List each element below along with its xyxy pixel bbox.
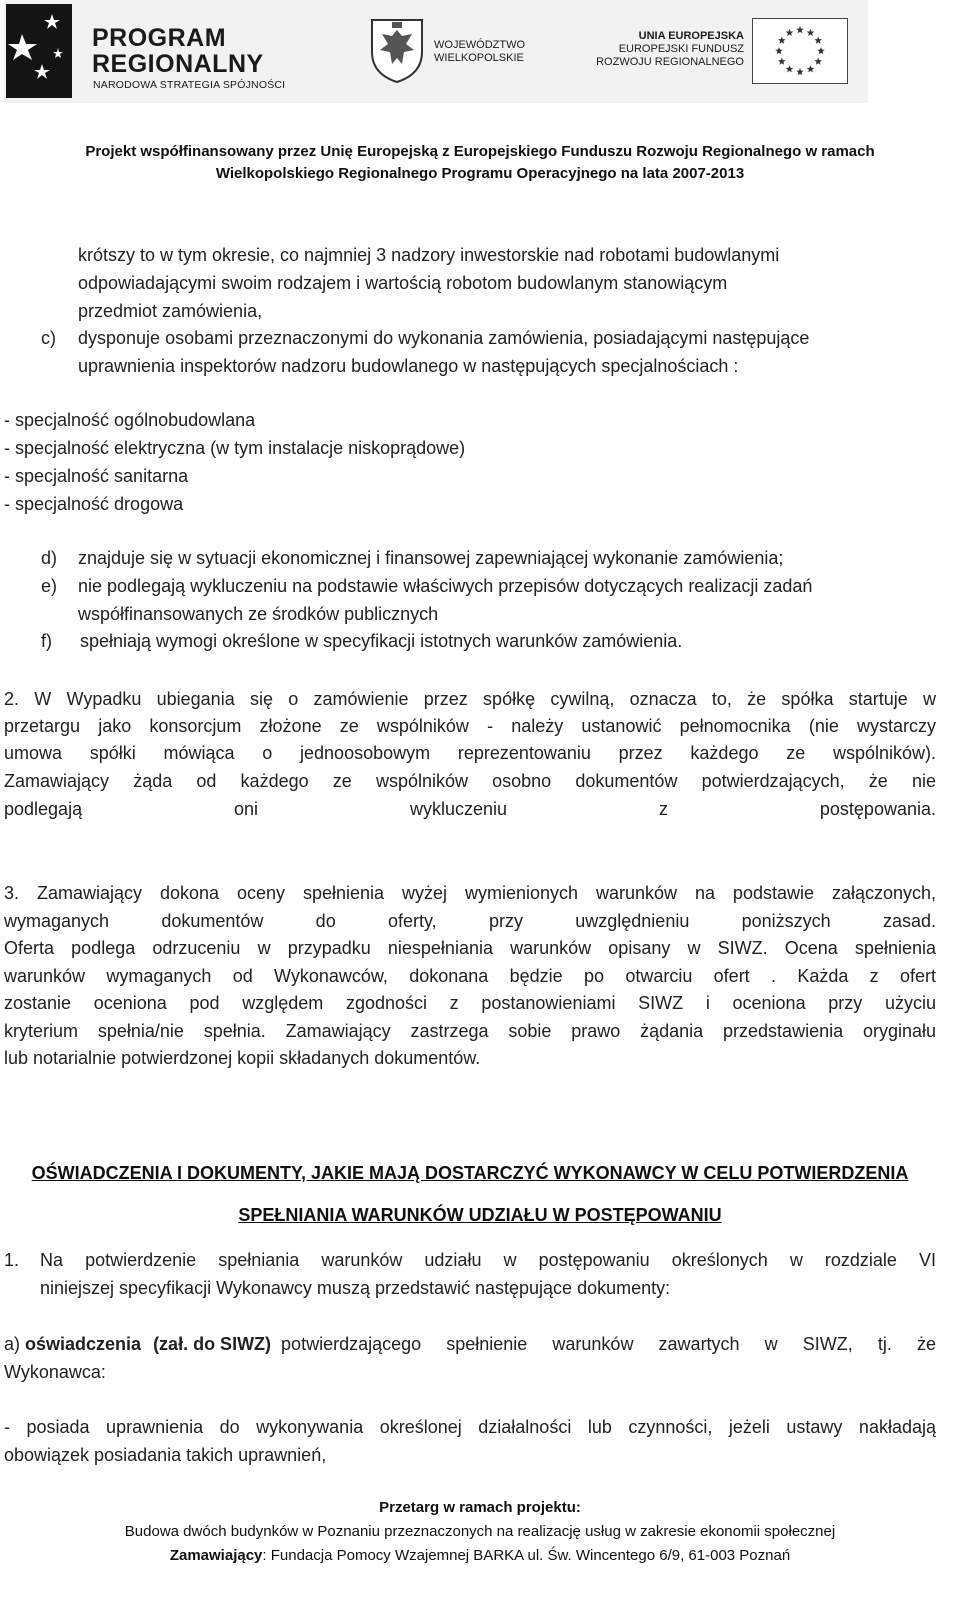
section-heading-line1: OŚWIADCZENIA I DOKUMENTY, JAKIE MAJĄ DOSTARCZYĆ WYKONAWCY W CELU POTWIERDZENIA xyxy=(31,1163,909,1183)
item-c-line1: dysponuje osobami przeznaczonymi do wykonania zamówienia, posiadającymi następujące xyxy=(78,328,810,348)
footer-ordering-party-details: : Fundacja Pomocy Wzajemnej BARKA ul. Św. Wincentego 6/9, 61-003 Poznań xyxy=(262,1547,791,1564)
item-d-marker: d) xyxy=(41,548,58,568)
item-1-marker: 1. xyxy=(4,1250,20,1270)
item-b-line1: krótszy to w tym okresie, co najmniej 3 nadzory inwestorskie nad robotami budowlanymi xyxy=(78,245,780,265)
funding-line2: Wielkopolskiego Regionalnego Programu Operacyjnego na lata 2007-2013 xyxy=(215,165,745,182)
eu-text-block xyxy=(560,30,744,69)
wojewodztwo-line2: WIELKOPOLSKIE xyxy=(434,52,524,64)
wielkopolska-eagle-crest-icon xyxy=(368,16,426,84)
item-a-rest: potwierdzającego spełnienie warunków zawartych w SIWZ, tj. że xyxy=(281,1334,936,1354)
item-a-line1 xyxy=(4,1330,936,1358)
item-1-line1: Na potwierdzenie spełniania warunków udziału w postępowaniu określonych w rozdziale VI xyxy=(40,1250,936,1270)
requirement-line1: - posiada uprawnienia do wykonywania określonej działalności lub czynności, jeżeli ustawy nakładają xyxy=(4,1417,936,1437)
requirement-line2: obowiązek posiadania takich uprawnień, xyxy=(4,1445,327,1465)
spec-item: - specjalność elektryczna (w tym instalacje niskoprądowe) xyxy=(4,438,466,458)
item-e-line1: nie podlegają wykluczeniu na podstawie właściwych przepisów dotyczących realizacji zadań xyxy=(78,576,813,596)
footer-line2: Budowa dwóch budynków w Poznaniu przeznaczonych na realizację usług w zakresie ekonomii społecznej xyxy=(124,1523,836,1540)
paragraph-2-line: przetargu jako konsorcjum złożone ze wspólników - należy ustanowić pełnomocnika (nie wystarczy xyxy=(4,716,936,736)
paragraph-2-line: 2. W Wypadku ubiegania się o zamówienie przez spółkę cywilną, oznacza to, że spółka startuje w xyxy=(4,689,936,709)
item-c-line2: uprawnienia inspektorów nadzoru budowlanego w następujących specjalnościach : xyxy=(78,356,739,376)
item-d-line1: znajduje się w sytuacji ekonomicznej i finansowej zapewniającej wykonanie zamówienia; xyxy=(78,548,784,568)
eu-flag-icon xyxy=(752,18,848,84)
spec-item: - specjalność drogowa xyxy=(4,494,184,514)
eu-fund-line2: ROZWOJU REGIONALNEGO xyxy=(596,56,744,68)
item-b-line2: odpowiadającymi swoim rodzajem i wartością robotom budowlanym stanowiącym xyxy=(78,273,728,293)
paragraph-2-line: umowa spółki mówiąca o jednoosobowym reprezentowaniu przez każdego ze wspólników). xyxy=(4,743,936,763)
paragraph-3-line: Oferta podlega odrzuceniu w przypadku niespełniania warunków opisany w SIWZ. Ocena spełnienia xyxy=(4,938,936,958)
item-a-bold-attachment: (zał. do SIWZ) xyxy=(153,1334,272,1354)
funding-line1: Projekt współfinansowany przez Unię Europejską z Europejskiego Funduszu Rozwoju Regionalnego w ramach xyxy=(85,143,875,160)
footer-line3 xyxy=(0,1547,960,1564)
paragraph-2-line: Zamawiający żąda od każdego ze wspólników osobno dokumentów potwierdzających, że nie xyxy=(4,771,936,791)
item-a-line2: Wykonawca: xyxy=(4,1362,106,1382)
item-a-bold-statement: oświadczenia xyxy=(25,1334,142,1354)
item-f-line1: spełniają wymogi określone w specyfikacji istotnych warunków zamówienia. xyxy=(80,631,683,651)
item-b-line3: przedmiot zamówienia, xyxy=(78,301,263,321)
item-e-line2: współfinansowanych ze środków publicznych xyxy=(78,604,439,624)
paragraph-3-line: 3. Zamawiający dokona oceny spełnienia wyżej wymienionych warunków na podstawie załączonych, xyxy=(4,883,936,903)
spec-item: - specjalność ogólnobudowlana xyxy=(4,410,256,430)
item-a-prefix: a) xyxy=(4,1334,26,1354)
item-1-line2: niniejszej specyfikacji Wykonawcy muszą przedstawić następujące dokumenty: xyxy=(40,1278,671,1298)
paragraph-3-line: wymaganych dokumentów do oferty, przy uwzględnieniu poniższych zasad. xyxy=(4,911,936,931)
footer-ordering-party-label: Zamawiający xyxy=(169,1547,263,1564)
eu-title: UNIA EUROPEJSKA xyxy=(638,30,744,42)
paragraph-3-line: lub notarialnie potwierdzonej kopii składanych dokumentów. xyxy=(4,1048,481,1068)
item-c-marker: c) xyxy=(41,328,56,348)
program-title-line1: PROGRAM xyxy=(92,24,227,52)
eu-fund-line1: EUROPEJSKI FUNDUSZ xyxy=(618,43,744,55)
section-heading-line2: SPEŁNIANIA WARUNKÓW UDZIAŁU W POSTĘPOWANIU xyxy=(238,1205,722,1225)
paragraph-3-line: kryterium spełnia/nie spełnia. Zamawiający zastrzega sobie prawo żądania przedstawienia oryginału xyxy=(4,1021,936,1041)
program-subtitle: NARODOWA STRATEGIA SPÓJNOŚCI xyxy=(93,79,286,91)
item-e-marker: e) xyxy=(41,576,58,596)
paragraph-3-line: zostanie oceniona pod względem zgodności z postanowieniami SIWZ i oceniona przy użyciu xyxy=(4,993,936,1013)
paragraph-2-line: podlegają oni wykluczeniu z postępowania. xyxy=(4,799,936,819)
paragraph-3-line: warunków wymaganych od Wykonawców, dokonana będzie po otwarciu ofert . Każda z ofert xyxy=(4,966,936,986)
program-regionalny-emblem-icon xyxy=(6,4,72,98)
item-f-marker: f) xyxy=(41,631,52,651)
wojewodztwo-line1: WOJEWÓDZTWO xyxy=(434,39,526,51)
footer-line1: Przetarg w ramach projektu: xyxy=(379,1499,581,1516)
program-title-line2: REGIONALNY xyxy=(92,50,264,78)
spec-item: - specjalność sanitarna xyxy=(4,466,189,486)
